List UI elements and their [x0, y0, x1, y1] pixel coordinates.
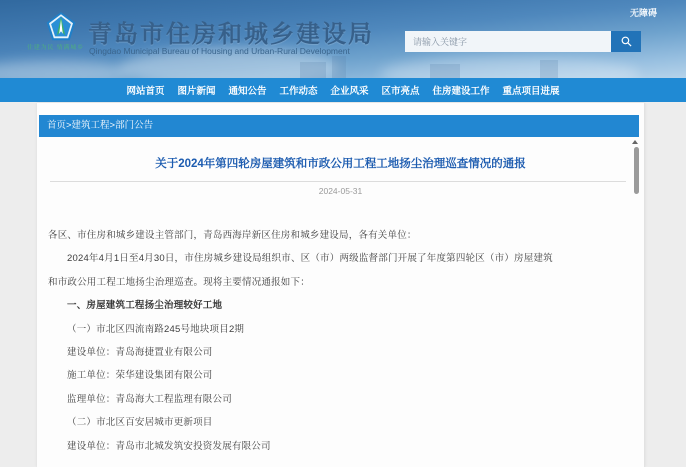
article-date: 2024-05-31: [318, 186, 363, 196]
article-paragraph: （二）市北区百安居城市更新项目: [67, 417, 213, 429]
article-section-heading: 一、房屋建筑工程扬尘治理较好工地: [67, 300, 223, 312]
cloud-decoration: [380, 56, 640, 78]
skyline-decoration: [540, 60, 558, 78]
search-button[interactable]: [611, 31, 641, 52]
scrollbar-thumb[interactable]: [634, 147, 639, 194]
article-paragraph: 监理单位：青岛海大工程监理有限公司: [67, 393, 232, 405]
content-panel: [37, 103, 645, 467]
search-bar: [405, 31, 641, 52]
site-title: 青岛市住房和城乡建设局: [88, 21, 374, 48]
logo-slogan: 住建为民 情满城乡: [27, 44, 84, 51]
nav-item-photo-news[interactable]: 图片新闻: [177, 86, 216, 97]
search-input[interactable]: [405, 31, 611, 52]
scrollbar-up-arrow-icon[interactable]: [632, 140, 638, 144]
article-paragraph: 施工单位：荣华建设集团有限公司: [67, 370, 213, 382]
cloud-decoration: [0, 60, 130, 78]
article-paragraph: 建设单位：青岛市北城发筑安投资发展有限公司: [67, 440, 271, 452]
article-paragraph: 各区、市住房和城乡建设主管部门，青岛西海岸新区住房和城乡建设局，各有关单位：: [48, 230, 417, 241]
main-nav: [0, 78, 686, 102]
skyline-decoration: [332, 56, 346, 78]
article-paragraph: （一）市北区四流南路245号地块项目2期: [67, 323, 245, 335]
nav-item-district-highlights[interactable]: 区市亮点: [381, 86, 420, 97]
nav-item-work-updates[interactable]: 工作动态: [279, 86, 318, 97]
article-paragraph: 建设单位：青岛海捷置业有限公司: [67, 347, 213, 359]
breadcrumb[interactable]: 首页>建筑工程>部门公告: [39, 115, 639, 137]
article-title: 关于2024年第四轮房屋建筑和市政公用工程工地扬尘治理巡查情况的通报: [155, 158, 526, 170]
search-icon: [620, 35, 633, 48]
article-body: [48, 224, 555, 458]
article-scroll-area: [37, 137, 644, 467]
accessibility-link[interactable]: 无障碍: [629, 8, 657, 18]
article-paragraph: 2024年4月1日至4月30日，市住房城乡建设局组织市、区（市）两级监督部门开展了年度第四轮区（市）房屋建筑和市政公用工程工地扬尘治理巡查。现将主要情况通报如下：: [48, 253, 553, 288]
nav-item-home[interactable]: 网站首页: [126, 86, 165, 97]
site-header: [0, 0, 686, 78]
nav-item-notices[interactable]: 通知公告: [228, 86, 267, 97]
nav-item-key-projects[interactable]: 重点项目进展: [502, 86, 560, 97]
nav-item-enterprise[interactable]: 企业风采: [330, 86, 369, 97]
skyline-decoration: [430, 64, 460, 78]
title-divider: [50, 181, 626, 182]
site-subtitle-english: Qingdao Municipal Bureau of Housing and Urban-Rural Development: [89, 46, 350, 56]
nav-item-housing-work[interactable]: 住房建设工作: [432, 86, 490, 97]
bureau-logo-icon: [46, 11, 76, 42]
skyline-decoration: [300, 62, 326, 78]
